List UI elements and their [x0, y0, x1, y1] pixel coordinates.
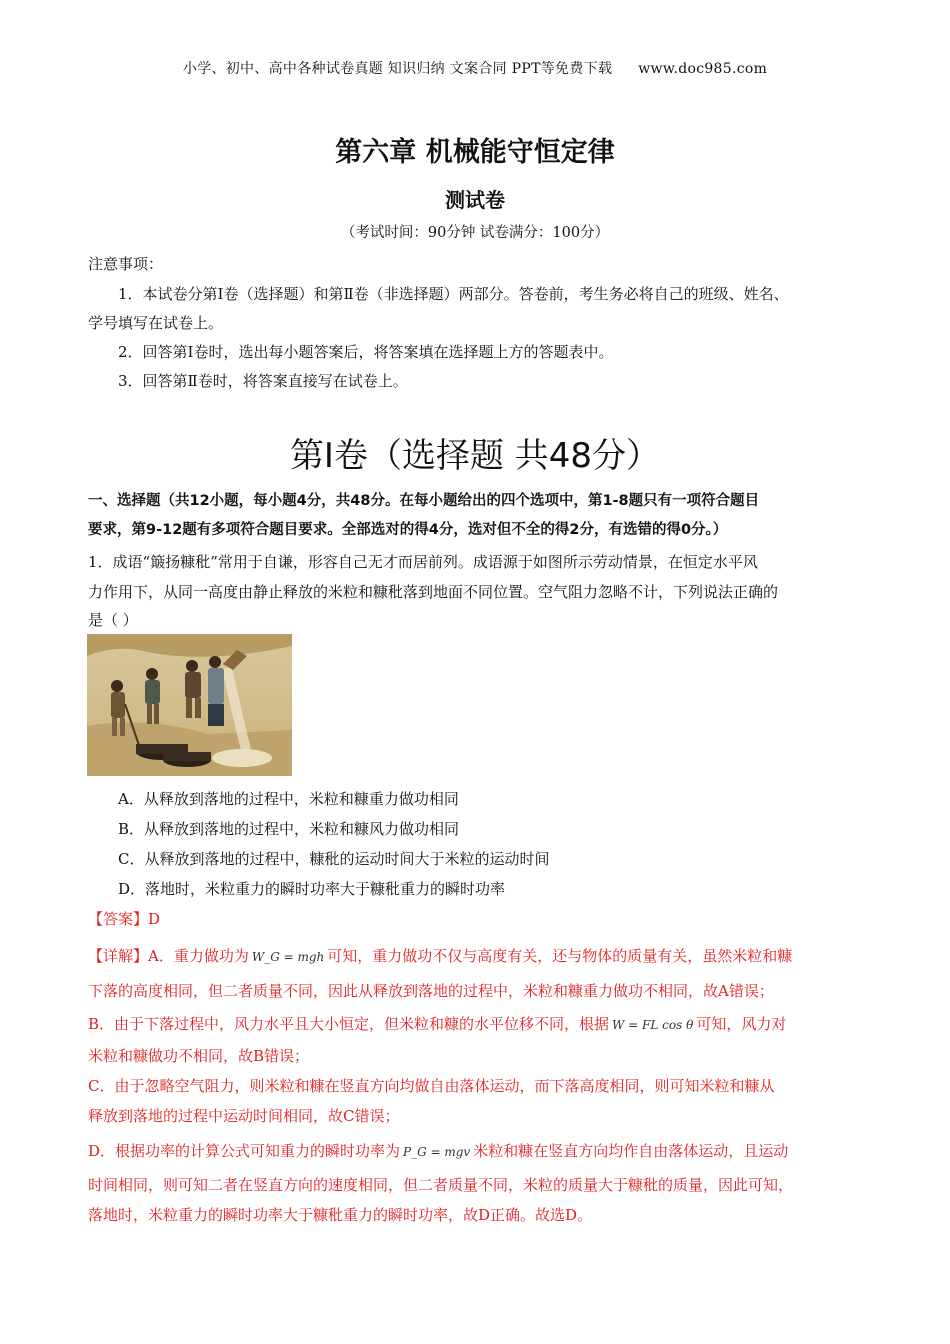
formula-power: P_G = mgv: [403, 1145, 471, 1159]
option-c: C．从释放到落地的过程中，糠秕的运动时间大于米粒的运动时间: [118, 850, 550, 868]
question-1-line-1: 1．成语“簸扬糠秕”常用于自谦，形容自己无才而居前列。成语源于如图所示劳动情景，在恒定水平风: [88, 553, 758, 571]
note-item-2: 2．回答第Ⅰ卷时，选出每小题答案后，将答案填在选择题上方的答题表中。: [118, 343, 614, 361]
answer-detail-d-cont-1: 时间相同，则可知二者在竖直方向的速度相同，但二者质量不同，米粒的质量大于糠秕的质量，因此可知，: [88, 1176, 794, 1194]
answer-detail-a: 【详解】A．重力做功为 W_G = mgh 可知，重力做功不仅与高度有关，还与物体的质量有关，虽然米粒和糠: [88, 947, 793, 965]
note-item-3: 3．回答第Ⅱ卷时，将答案直接写在试卷上。: [118, 372, 408, 390]
question-1-line-3: 是（ ）: [88, 611, 138, 629]
header-text: 小学、初中、高中各种试卷真题 知识归纳 文案合同 PPT等免费下载: [182, 61, 613, 77]
question-1-line-2: 力作用下，从同一高度由静止释放的米粒和糠秕落到地面不同位置。空气阻力忽略不计，下列说法正确的: [88, 583, 779, 601]
answer-detail-a-cont: 下落的高度相同，但二者质量不同，因此从释放到落地的过程中，米粒和糠重力做功不相同，故A错误；: [88, 982, 774, 1000]
exam-info: （考试时间：90分钟 试卷满分：100分）: [340, 225, 610, 241]
answer-detail-d: D．根据功率的计算公式可知重力的瞬时功率为 P_G = mgv 米粒和糠在竖直方向均作自由落体运动，且运动: [88, 1142, 789, 1160]
note-item-1: 1．本试卷分第Ⅰ卷（选择题）和第Ⅱ卷（非选择题）两部分。答卷前，考生务必将自己的班级、姓名、: [118, 285, 789, 303]
formula-work-gravity: W_G = mgh: [251, 950, 325, 964]
winnowing-painting: [87, 634, 292, 776]
answer-detail-b: B．由于下落过程中，风力水平且大小恒定，但米粒和糠的水平位移不同，根据 W = FL cos θ 可知，风力对: [88, 1015, 787, 1033]
formula-work-wind: W = FL cos θ: [612, 1018, 694, 1032]
instructions-line-1: 一、选择题（共12小题，每小题4分，共48分。在每小题给出的四个选项中，第1-8题只有一项符合题目: [88, 493, 760, 509]
option-d: D．落地时，米粒重力的瞬时功率大于糠秕重力的瞬时功率: [118, 880, 506, 898]
page-title: 第六章 机械能守恒定律: [335, 137, 615, 168]
section-title: 第Ⅰ卷（选择题 共48分）: [289, 436, 661, 476]
page-subtitle: 测试卷: [445, 188, 505, 212]
answer-label: 【答案】D: [88, 910, 161, 928]
answer-detail-b-cont: 米粒和糠做功不相同，故B错误；: [88, 1047, 310, 1065]
option-b: B．从释放到落地的过程中，米粒和糠风力做功相同: [118, 820, 460, 838]
detail-label: 【详解】: [88, 947, 149, 965]
answer-detail-c: C．由于忽略空气阻力，则米粒和糠在竖直方向均做自由落体运动，而下落高度相同，则可知米粒和糠从: [88, 1077, 775, 1095]
instructions-line-2: 要求，第9-12题有多项符合题目要求。全部选对的得4分，选对但不全的得2分，有选错的得0分。）: [88, 522, 728, 538]
note-item-1-cont: 学号填写在试卷上。: [88, 314, 224, 332]
notes-heading: 注意事项：: [88, 255, 164, 273]
page-header: [0, 58, 950, 78]
option-a: A．从释放到落地的过程中，米粒和糠重力做功相同: [118, 790, 459, 808]
header-url[interactable]: www.doc985.com: [638, 61, 768, 77]
answer-detail-d-cont-2: 落地时，米粒重力的瞬时功率大于糠秕重力的瞬时功率，故D正确。故选D。: [88, 1206, 593, 1224]
answer-detail-c-cont: 释放到落地的过程中运动时间相同，故C错误；: [88, 1107, 400, 1125]
